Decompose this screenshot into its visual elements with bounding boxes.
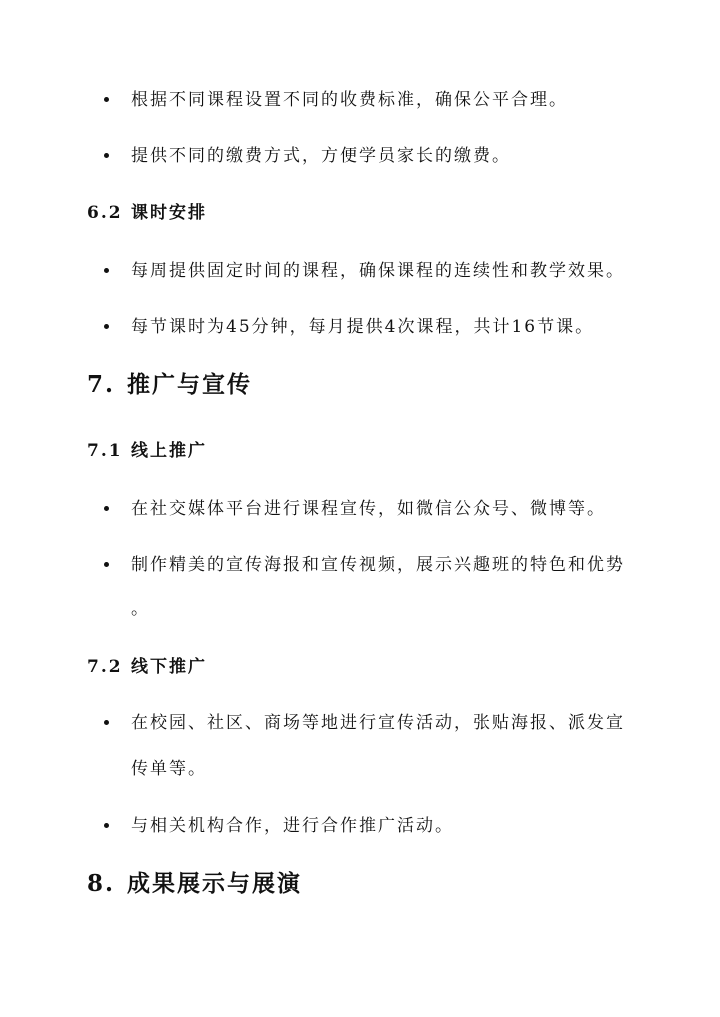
section-heading: [87, 371, 252, 399]
bullet-dot: [104, 823, 109, 828]
list-item-text: 在校园、社区、商场等地进行宣传活动，张贴海报、派发宣: [131, 713, 625, 733]
subsection-title: 线上推广: [131, 441, 207, 461]
bullet-dot: [104, 153, 109, 158]
subsection-title: 课时安排: [131, 203, 207, 223]
subsection-title: 线下推广: [131, 657, 207, 677]
subsection-number: 6.2: [87, 203, 123, 223]
list-item-text: 每节课时为45分钟，每月提供4次课程，共计16节课。: [131, 317, 595, 337]
subsection-heading: [87, 656, 207, 678]
subsection-heading: [87, 202, 207, 224]
bullet-dot: [104, 324, 109, 329]
subsection-number: 7.2: [87, 657, 123, 677]
bullet-dot: [104, 562, 109, 567]
section-title: 推广与宣传: [127, 371, 252, 398]
section-number: 7.: [87, 371, 116, 398]
bullet-dot: [104, 506, 109, 511]
list-item-text: 在社交媒体平台进行课程宣传，如微信公众号、微博等。: [131, 499, 606, 519]
bullet-dot: [104, 720, 109, 725]
bullet-dot: [104, 97, 109, 102]
list-item-continuation: 传单等。: [131, 759, 207, 779]
list-item-text: 与相关机构合作，进行合作推广活动。: [131, 816, 454, 836]
list-item-text: 提供不同的缴费方式，方便学员家长的缴费。: [131, 146, 511, 166]
subsection-number: 7.1: [87, 441, 123, 461]
subsection-heading: [87, 440, 207, 462]
section-title: 成果展示与展演: [127, 870, 302, 897]
bullet-dot: [104, 268, 109, 273]
list-item-text: 每周提供固定时间的课程，确保课程的连续性和教学效果。: [131, 261, 625, 281]
list-item-text: 制作精美的宣传海报和宣传视频，展示兴趣班的特色和优势: [131, 555, 625, 575]
section-number: 8.: [87, 870, 116, 897]
list-item-text: 根据不同课程设置不同的收费标准，确保公平合理。: [131, 90, 568, 110]
section-heading: [87, 870, 302, 898]
list-item-continuation: 。: [131, 599, 150, 619]
